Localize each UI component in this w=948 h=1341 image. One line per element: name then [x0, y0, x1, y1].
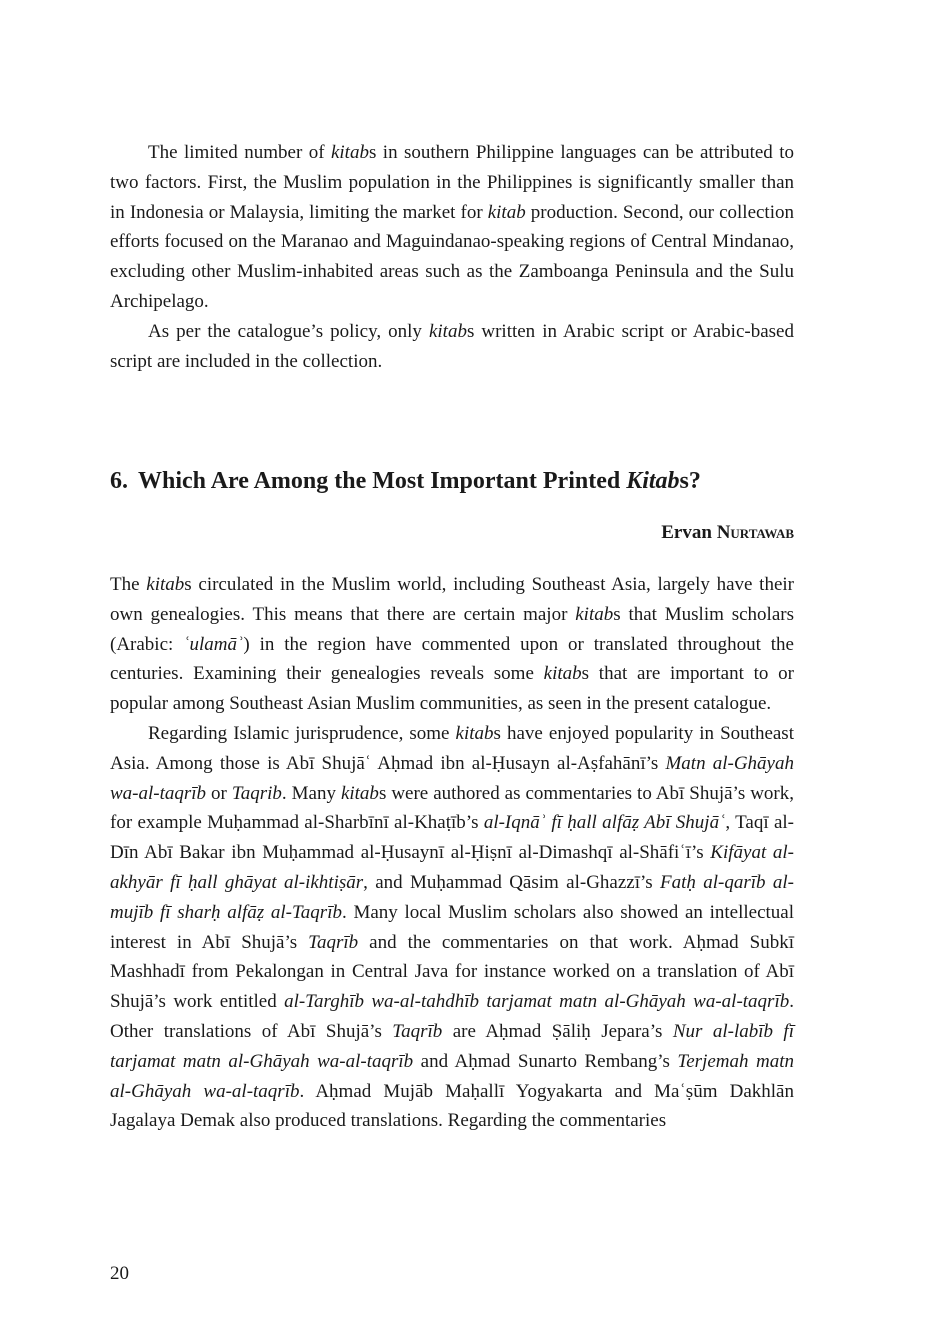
section-title: Which Are Among the Most Important Printed Kitabs? [138, 468, 701, 494]
paragraph: The limited number of kitabs in southern Philippine languages can be attributed to two factors. First, the Muslim population in the Philippines is significantly smaller than in Indonesia or Malaysia, limiting the market for kitab production. Second, our collection efforts focused on the Maranao and Maguindanao-speaking regions of Central Mindanao, excluding other Muslim-inhabited areas such as the Zamboanga Peninsula and the Sulu Archipelago. [110, 142, 794, 312]
section-number: 6. [110, 468, 128, 494]
body-text-block-2 [110, 570, 794, 1136]
body-text-block-1 [110, 138, 794, 376]
paragraph: The kitabs circulated in the Muslim world, including Southeast Asia, largely have their own genealogies. This means that there are certain major kitabs that Muslim scholars (Arabic: ʿulamāʾ) in the region have commented upon or translated throughout the centuries. Examining their genealogies reveals some kitabs that are important to or popular among Southeast Asian Muslim communities, as seen in the present catalogue. [110, 574, 794, 715]
section-heading [110, 465, 810, 497]
page-number: 20 [110, 1263, 129, 1284]
author-name: Ervan Nurtawab [661, 522, 794, 543]
paragraph: As per the catalogue’s policy, only kitabs written in Arabic script or Arabic-based script are included in the collection. [110, 320, 794, 372]
paragraph: Regarding Islamic jurisprudence, some kitabs have enjoyed popularity in Southeast Asia. Among those is Abī Shujāʿ Aḥmad ibn al-Ḥusayn al-Aṣfahānī’s Matn al-Ghāyah wa-al-taqrīb or Taqrib. Many kitabs were authored as commentaries to Abī Shujā’s work, for example Muḥammad al-Sharbīnī al-Khaṭīb’s al-Iqnāʾ fī ḥall alfāẓ Abī Shujāʿ, Taqī al-Dīn Abī Bakar ibn Muḥammad al-Ḥusaynī al-Ḥiṣnī al-Dimashqī al-Shāfiʿī’s Kifāyat al-akhyār fī ḥall ghāyat al-ikhtiṣār, and Muḥammad Qāsim al-Ghazzī’s Fatḥ al-qarīb al-mujīb fī sharḥ alfāẓ al-Taqrīb. Many local Muslim scholars also showed an intellectual interest in Abī Shujā’s Taqrīb and the commentaries on that work. Aḥmad Subkī Mashhadī from Pekalongan in Central Java for instance worked on a translation of Abī Shujā’s work entitled al-Targhīb wa-al-tahdhīb tarjamat matn al-Ghāyah wa-al-taqrīb. Other translations of Abī Shujā’s Taqrīb are Aḥmad Ṣāliḥ Jepara’s Nur al-labīb fī tarjamat matn al-Ghāyah wa-al-taqrīb and Aḥmad Sunarto Rembang’s Terjemah matn al-Ghāyah wa-al-taqrīb. Aḥmad Mujāb Maḥallī Yogyakarta and Maʿṣūm Dakhlān Jagalaya Demak also produced translations. Regarding the commentaries [110, 722, 795, 1132]
